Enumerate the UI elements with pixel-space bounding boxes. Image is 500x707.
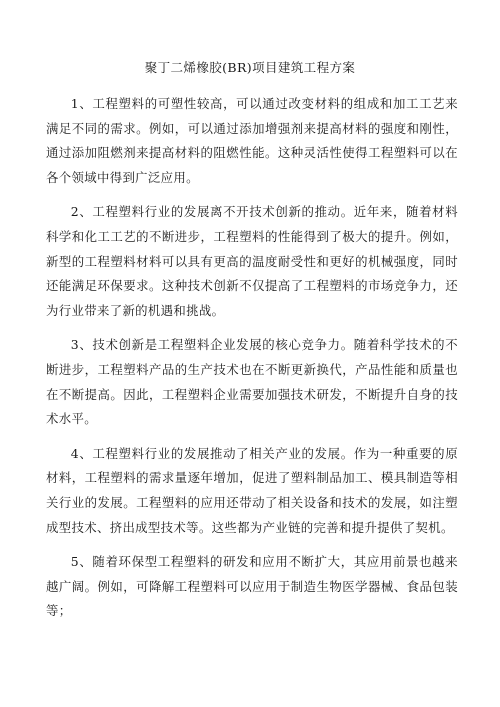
paragraph-5: 5、随着环保型工程塑料的研发和应用不断扩大，其应用前景也越来越广阔。例如，可降解工程塑料可以应用于制造生物医学器械、食品包装等； <box>46 554 458 619</box>
paragraph-1: 1、工程塑料的可塑性较高，可以通过改变材料的组成和加工工艺来满足不同的需求。例如，可以通过添加增强剂来提高材料的强度和刚性，通过添加阻燃剂来提高材料的阻燃性能。这种灵活性使得工程塑料可以在各个领域中得到广泛应用。 <box>46 96 458 185</box>
document-title: 聚丁二烯橡胶(BR)项目建筑工程方案 <box>144 60 356 75</box>
paragraph-4: 4、工程塑料行业的发展推动了相关产业的发展。作为一种重要的原材料，工程塑料的需求量逐年增加，促进了塑料制品加工、模具制造等相关行业的发展。工程塑料的应用还带动了相关设备和技术的发展，如注塑成型技术、挤出成型技术等。这些都为产业链的完善和提升提供了契机。 <box>46 445 458 535</box>
paragraph-3: 3、技术创新是工程塑料企业发展的核心竞争力。随着科学技术的不断进步，工程塑料产品的生产技术也在不断更新换代，产品性能和质量也在不断提高。因此，工程塑料企业需要加强技术研发，不断提升自身的技术水平。 <box>46 337 458 427</box>
document-body <box>46 92 458 634</box>
paragraph-2: 2、工程塑料行业的发展离不开技术创新的推动。近年来，随着材料科学和化工工艺的不断进步，工程塑料的性能得到了极大的提升。例如，新型的工程塑料材料可以具有更高的温度耐受性和更好的机械强度，同时还能满足环保要求。这种技术创新不仅提高了工程塑料的市场竞争力，还为行业带来了新的机遇和挑战。 <box>46 204 458 318</box>
